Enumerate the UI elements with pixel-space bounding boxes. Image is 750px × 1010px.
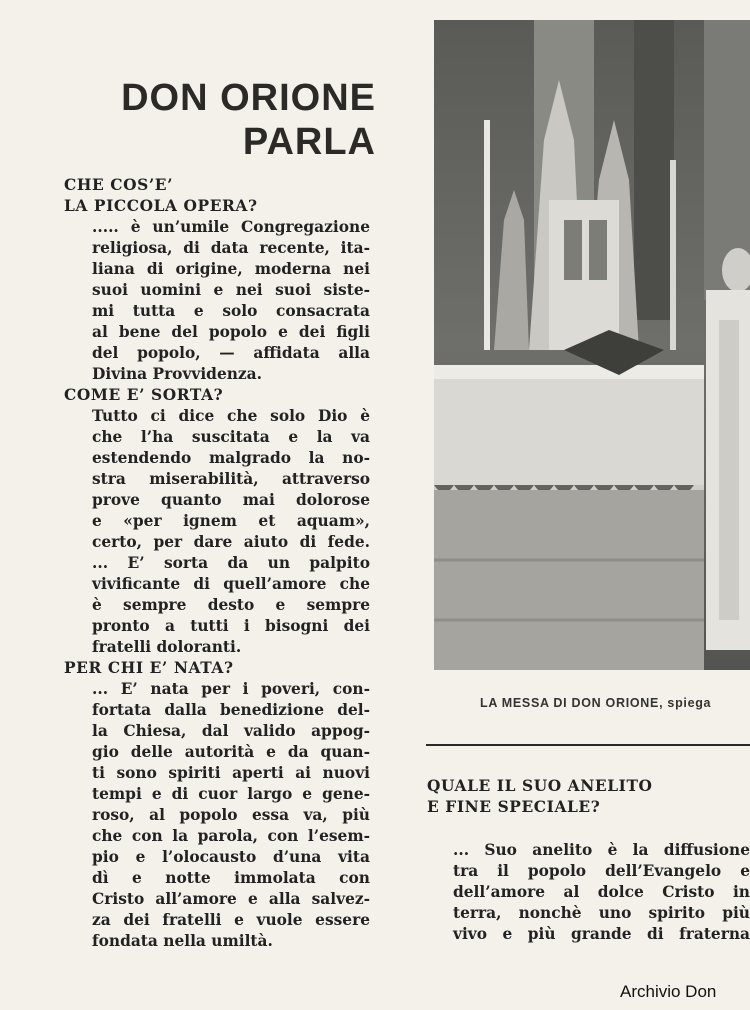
answer-line: estendendo malgrado la no- — [92, 449, 370, 467]
answer-line: pronto a tutti i bisogni dei — [92, 617, 370, 635]
answer-line: gio delle autorità e da quan- — [92, 743, 370, 761]
answer-line: vivo e più grande di fraterna — [453, 925, 750, 943]
answer-line: liana di origine, moderna nei — [92, 260, 370, 278]
answer-line: fratelli doloranti. — [92, 638, 242, 656]
answer-line: ... E’ sorta da un palpito — [92, 554, 370, 572]
question-heading — [427, 776, 750, 818]
answer-line: roso, al popolo essa va, più — [92, 806, 370, 824]
answer-line: terra, nonchè uno spirito più — [453, 904, 750, 922]
title-line-1: DON ORIONE — [121, 77, 376, 119]
answer-line: tra il popolo dell’Evangelo e — [453, 862, 750, 880]
answer-line: è sempre desto e sempre — [92, 596, 370, 614]
answer-line: mi tutta e solo consacrata — [92, 302, 370, 320]
question-line: PER CHI E’ NATA? — [64, 659, 234, 677]
answer-paragraph — [64, 406, 370, 658]
question-line: CHE COS’E’ — [64, 176, 174, 194]
answer-line: che con la parola, con l’esem- — [92, 827, 370, 845]
section-divider — [426, 744, 750, 746]
answer-line: fortata dalla benedizione del- — [92, 701, 370, 719]
answer-line: ... Suo anelito è la diffusione — [453, 841, 750, 859]
question-line: COME E’ SORTA? — [64, 386, 224, 404]
answer-line: Divina Provvidenza. — [92, 365, 262, 383]
answer-line: ... E’ nata per i poveri, con- — [92, 680, 370, 698]
answer-line: dell’amore al dolce Cristo in — [453, 883, 750, 901]
answer-line: pio e l’olocausto d’una vita — [92, 848, 370, 866]
question-heading — [64, 658, 370, 679]
answer-paragraph — [427, 840, 750, 945]
answer-line: suoi uomini e nei suoi siste- — [92, 281, 370, 299]
archive-watermark: Archivio Don — [620, 982, 717, 1001]
page-title — [96, 76, 376, 164]
title-line-2: PARLA — [242, 121, 376, 163]
answer-line: vivificante di quell’amore che — [92, 575, 370, 593]
answer-line: che l’ha suscitata e la va — [92, 428, 370, 446]
answer-line: religiosa, di data recente, ita- — [92, 239, 370, 257]
question-heading — [64, 175, 370, 217]
question-line: LA PICCOLA OPERA? — [64, 197, 258, 215]
photo-caption: LA MESSA DI DON ORIONE, spiega — [480, 696, 712, 710]
answer-line: Tutto ci dice che solo Dio è — [92, 407, 370, 425]
question-line: E FINE SPECIALE? — [427, 798, 601, 816]
answer-line: la Chiesa, dal valido appog- — [92, 722, 370, 740]
answer-line: ti sono spiriti aperti ai nuovi — [92, 764, 370, 782]
answer-paragraph — [64, 217, 370, 385]
answer-line: prove quanto mai dolorose — [92, 491, 370, 509]
answer-line: e «per ignem et aquam», — [92, 512, 370, 530]
question-line: QUALE IL SUO ANELITO — [427, 777, 653, 795]
answer-line: al bene del popolo e dei figli — [92, 323, 370, 341]
question-heading — [64, 385, 370, 406]
altar-photo — [434, 20, 750, 670]
left-text-column — [64, 175, 370, 952]
answer-line: ..... è un’umile Congregazione — [92, 218, 370, 236]
answer-line: del popolo, — affidata alla — [92, 344, 370, 362]
answer-paragraph — [64, 679, 370, 952]
answer-line: za dei fratelli e vuole essere — [92, 911, 370, 929]
right-text-column — [427, 776, 750, 945]
answer-line: dì e notte immolata con — [92, 869, 370, 887]
answer-line: Cristo all’amore e alla salvez- — [92, 890, 370, 908]
answer-line: certo, per dare aiuto di fede. — [92, 533, 370, 551]
answer-line: stra miserabilità, attraverso — [92, 470, 370, 488]
answer-line: fondata nella umiltà. — [92, 932, 273, 950]
answer-line: tempi e di cuor largo e gene- — [92, 785, 370, 803]
